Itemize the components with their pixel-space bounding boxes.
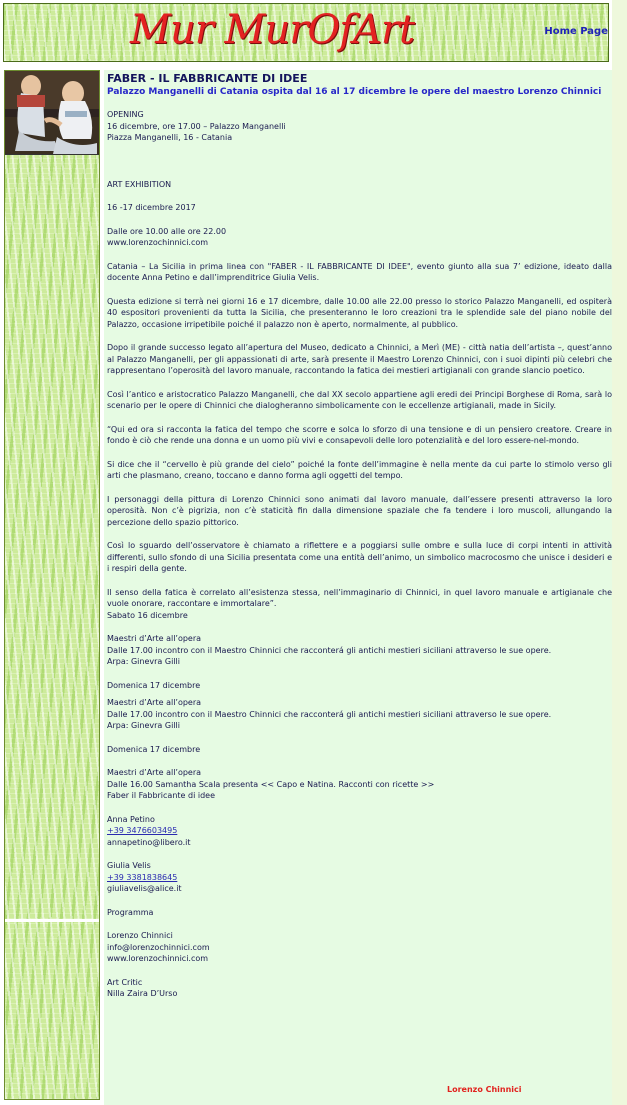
paragraph: Si dice che il “cervello è più grande del cielo” poiché la fonte dell’immagine è nella mente da cui parte lo stimolo verso gli arti che plasmano, creano, toccano e danno forma agli oggetti del tempo.: [107, 459, 612, 480]
sunday-heading: Domenica 17 dicembre: [107, 680, 201, 690]
home-page-link[interactable]: Home Page: [544, 26, 608, 37]
programma-label: Programma: [107, 907, 154, 917]
event-line: Maestri d’Arte all’opera: [107, 698, 202, 707]
contact-name: Anna Petino: [107, 814, 155, 824]
painting-thumbnail: [5, 71, 99, 155]
paragraph: Così lo sguardo dell’osservatore è chiamato a riflettere e a poggiarsi sulle ombre e sulla luce di corpi intenti in attività differenti, sullo sfondo di una Sicilia presentata come una entità dell’animo, un simbolico macrocosmo che unisce i desideri e i respiri della gente.: [107, 541, 612, 573]
event-line: Dalle 16.00 Samantha Scala presenta << Capo e Natina. Racconti con ricette >>: [107, 779, 435, 789]
footer-artist-name: Lorenzo Chinnici: [447, 1085, 522, 1094]
event-line: Arpa: Ginevra Gilli: [107, 657, 180, 666]
paragraph: “Qui ed ora si racconta la fatica del tempo che scorre e solca lo sforzo di una tensione e di un pensiero creatore. Creare in fondo è ciò che rende una donna e un uomo più vivi e consapevoli delle loro potenzialità e del loro essere-nel-mondo.: [107, 424, 612, 445]
contact-name: Giulia Velis: [107, 861, 151, 870]
phone-link[interactable]: +39 3476603495: [107, 826, 178, 835]
website-text: www.lorenzochinnici.com: [107, 954, 209, 963]
critic-name: Nilla Zaira D’Urso: [107, 989, 178, 998]
right-edge-strip: [612, 0, 627, 1105]
event-line: Maestri d’Arte all’opera: [107, 634, 202, 643]
event-line: Dalle 17.00 incontro con il Maestro Chinnici che racconterá gli antichi mestieri siciliani attraverso le sue opere.: [107, 709, 552, 719]
article-subtitle: Palazzo Manganelli di Catania ospita dal 16 al 17 dicembre le opere del maestro Lorenzo Chinnici: [107, 87, 602, 97]
hours-block: [107, 226, 612, 249]
article-title: FABER - IL FABBRICANTE DI IDEE: [107, 72, 308, 85]
site-logo[interactable]: Mur MurOfArt: [130, 7, 415, 53]
contact-giulia: [107, 860, 612, 895]
paragraph: Il senso della fatica è correlato all’esistenza stessa, nell’immaginario di Chinnici, in quel lavoro manuale e artigianale che vuole onorare, raccontare e immortalare”.: [107, 587, 612, 608]
exhibition-dates: 16 -17 dicembre 2017: [107, 203, 196, 212]
sunday-event: [107, 767, 612, 802]
contact-email: annapetino@libero.it: [107, 837, 191, 847]
saturday-heading: Sabato 16 dicembre: [107, 610, 188, 620]
opening-block: [107, 109, 612, 144]
article-content: [104, 70, 612, 1105]
sunday-event: [107, 697, 612, 732]
contact-lorenzo: [107, 930, 612, 965]
opening-line: Piazza Manganelli, 16 - Catania: [107, 133, 233, 142]
contact-anna: [107, 814, 612, 849]
paragraph: I personaggi della pittura di Lorenzo Chinnici sono animati dal lavoro manuale, dall’essere presenti attraverso la loro operosità. Non c’è pigrizia, non c’è staticità fin dalla dimensione spaziale che fa tendere i loro muscoli, allungando la percezione dello spazio pittorico.: [107, 494, 612, 527]
art-exhibition-label: ART EXHIBITION: [107, 179, 172, 189]
contact-name: Lorenzo Chinnici: [107, 931, 173, 940]
opening-line: 16 dicembre, ore 17.00 – Palazzo Manganelli: [107, 121, 286, 131]
event-line: Dalle 17.00 incontro con il Maestro Chinnici che racconterá gli antichi mestieri siciliani attraverso le sue opere.: [107, 645, 552, 655]
sunday-heading: Domenica 17 dicembre: [107, 744, 201, 754]
contact-email: giuliavelis@alice.it: [107, 884, 182, 893]
phone-link[interactable]: +39 3381838645: [107, 872, 178, 882]
paragraph: Così l’antico e aristocratico Palazzo Manganelli, che dal XX secolo appartiene agli eredi dei Principi Borghese di Roma, sarà lo scenario per le opere di Chinnici che dialogheranno simbolicamente con le eccellenze artigianali, made in Sicily.: [107, 389, 612, 410]
event-line: Arpa: Ginevra Gilli: [107, 721, 180, 730]
hours-line: Dalle ore 10.00 alle ore 22.00: [107, 226, 227, 236]
paragraph: Catania – La Sicilia in prima linea con "FABER - IL FABBRICANTE DI IDEE", evento giunto alla sua 7’ edizione, ideato dalla docente Anna Petino e dall’imprenditrice Giulia Velis.: [107, 261, 612, 282]
sidebar: [4, 70, 100, 1100]
event-line: Maestri d’Arte all’opera: [107, 768, 202, 777]
paragraph: Questa edizione si terrà nei giorni 16 e 17 dicembre, dalle 10.00 alle 22.00 presso lo storico Palazzo Manganelli, ed ospiterà 40 espositori provenienti da tutta la Sicilia, che presenteranno le loro creazioni tra le splendide sale del piano nobile del Palazzo, occasione irripetibile poiché il palazzo non è aperto, normalmente, al pubblico.: [107, 296, 612, 329]
website-text: www.lorenzochinnici.com: [107, 238, 209, 247]
sidebar-divider: [5, 919, 99, 922]
critic-block: [107, 977, 612, 1000]
event-line: Faber il Fabbricante di idee: [107, 791, 215, 800]
site-header: [3, 3, 609, 62]
paragraph: Dopo il grande successo legato all’apertura del Museo, dedicato a Chinnici, a Merì (ME) - città natia dell’artista –, quest’anno al Palazzo Manganelli, per gli appassionati di arte, sarà presente il Maestro Lorenzo Chinnici, con i suoi dipinti più celebri che rappresentano l’operosità del lavoro manuale, raccontando la fatica dei mestieri artigianali con grande slancio poetico.: [107, 343, 612, 375]
painting-image: [5, 71, 99, 154]
opening-line: OPENING: [107, 110, 144, 119]
critic-label: Art Critic: [107, 977, 143, 987]
saturday-event: [107, 633, 612, 668]
contact-email: info@lorenzochinnici.com: [107, 942, 210, 952]
